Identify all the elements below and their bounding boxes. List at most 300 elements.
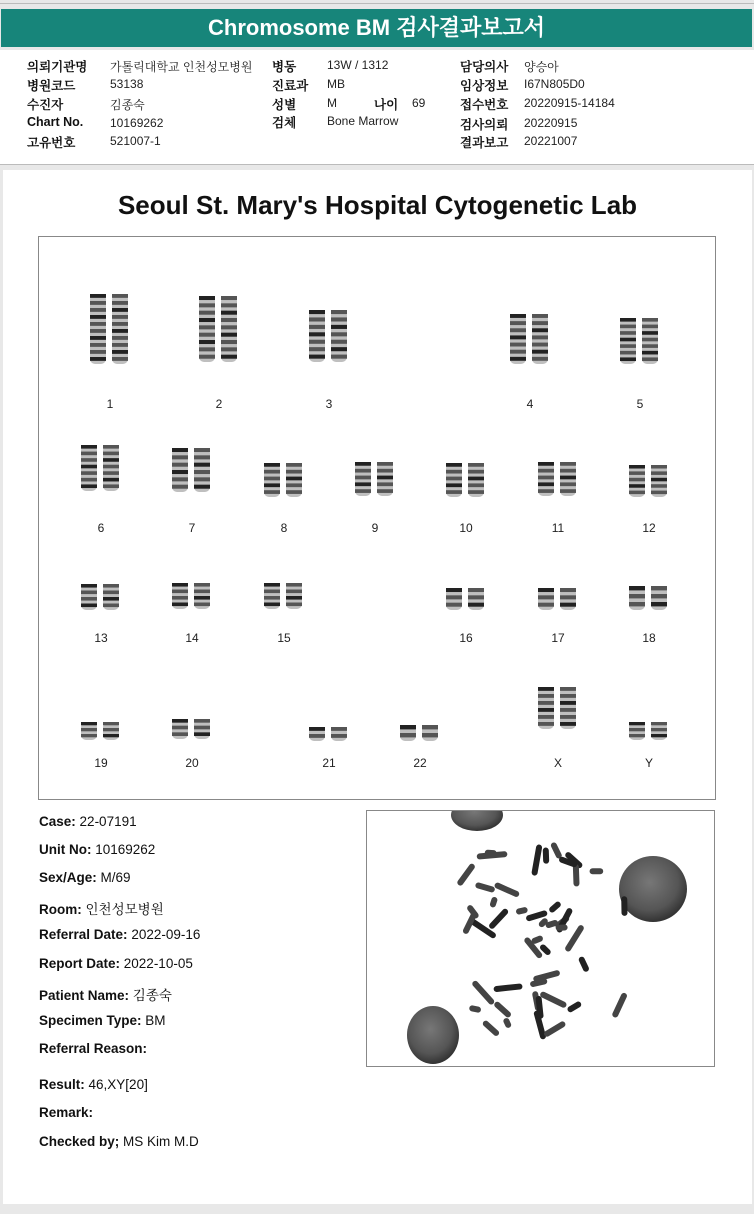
metaphase-chromosome [550,841,563,859]
chromosome-pair [444,586,488,612]
chromosome-band [560,694,576,698]
metaphase-chromosome [543,847,550,863]
chromosome-pair [197,294,241,364]
nucleus-shape [407,1006,459,1064]
header-label: 성별 [272,98,297,112]
chromosome-pair [444,461,488,499]
chromosome-band [194,590,210,594]
metaphase-image [366,810,715,1067]
chromosome-band [172,603,188,607]
metaphase-chromosome [578,956,590,973]
header-label: 접수번호 [460,98,509,112]
header-value: 13W / 1312 [327,58,389,72]
chromosome-pair [307,308,351,364]
header-label: 검체 [272,116,297,130]
header-value: 53138 [110,77,144,91]
chromosome-band [172,726,188,730]
chromosome-band [264,490,280,494]
chromosome-band [90,357,106,361]
chromosome-band [221,347,237,351]
chromosome-band [538,708,554,712]
chromosome-label: 5 [636,397,644,411]
chromosome-band [221,325,237,329]
chromosome-band [172,477,188,481]
chromosome-band [103,584,119,588]
chromosome-band [309,325,325,329]
case-info-value: 김종숙 [132,988,172,1003]
chromosome-band [355,469,371,473]
chromosome-band [331,340,347,344]
chromosome-band [331,332,347,336]
chromosome-band [112,357,128,361]
age-label: 나이 [374,98,399,112]
chromosome-band [172,463,188,467]
chromosome-band [221,355,237,359]
chromosome-band [629,491,645,495]
metaphase-chromosome [494,882,521,898]
chromosome-band [510,321,526,325]
header-label: 병원코드 [27,79,76,93]
chromosome-band [532,321,548,325]
chromosome-label: 21 [322,756,336,770]
chromosome-band [355,476,371,480]
chromosome-band [112,336,128,340]
case-info-label: Referral Date: [39,927,128,942]
chromosome-band [651,594,667,598]
chromosome-band [620,344,636,348]
chromosome-band [103,591,119,595]
chromosome-band [620,338,636,342]
chromosome-band [172,470,188,474]
chromosome-band [422,733,438,737]
chromosome-band [620,351,636,355]
header-value: 20221007 [524,134,578,148]
chromosome-band [331,355,347,359]
chromosome-band [532,314,548,318]
header-value: I67N805D0 [524,77,585,91]
chromosome-band [629,728,645,731]
chromosome-band [377,476,393,480]
metaphase-chromosome [489,896,498,908]
chromosome-pair [627,584,671,612]
header-label: 임상정보 [460,79,509,93]
case-info-row [39,1105,93,1120]
chromosome-band [446,483,462,487]
report-title: Chromosome BM 검사결과보고서 [1,9,752,47]
chromosome-band [172,485,188,489]
metaphase-chromosome [502,1017,512,1029]
metaphase-chromosome [488,908,509,930]
header-label: 결과보고 [460,136,509,150]
chromosome-band [620,331,636,335]
chromosome-band [538,476,554,480]
chromosome-band [651,491,667,495]
chromosome-band [112,294,128,298]
chromosome-band [264,603,280,607]
patient-header [0,50,754,165]
chromosome-band [620,318,636,322]
chromosome-band [81,458,97,462]
chromosome-band [90,329,106,333]
case-info-value: MS Kim M.D [123,1134,199,1149]
case-info-value: 2022-09-16 [131,927,201,942]
chromosome-band [81,728,97,731]
metaphase-chromosome [556,924,568,930]
chromosome-band [538,588,554,592]
chromosome-band [560,489,576,493]
chromosome-band [538,489,554,493]
chromosome-band [309,355,325,359]
chromosome-band [510,350,526,354]
chromosome-band [651,478,667,482]
chromosome-pair [170,717,214,741]
chromosome-label: 10 [459,521,473,535]
chromosome-band [560,595,576,599]
top-rule [0,3,754,4]
chromosome-band [286,483,302,487]
chromosome-band [286,463,302,467]
chromosome-band [264,590,280,594]
chromosome-band [331,734,347,738]
chromosome-band [309,332,325,336]
case-info-value: 인천성모병원 [85,902,164,917]
chromosome-band [221,303,237,307]
chromosome-band [103,728,119,731]
chromosome-band [510,357,526,361]
chromosome-band [199,325,215,329]
chromosome-band [309,727,325,731]
chromosome-label: 20 [185,756,199,770]
metaphase-spread-image [367,811,714,1066]
metaphase-chromosome [471,980,495,1006]
case-info-row [39,898,164,918]
header-label: 병동 [272,60,297,74]
chromosome-band [538,462,554,466]
chromosome-band [309,340,325,344]
chromosome-band [264,477,280,481]
chromosome-band [81,452,97,456]
chromosome-band [264,583,280,587]
chromosome-band [194,448,210,452]
chromosome-band [446,603,462,607]
chromosome-band [103,604,119,608]
chromosome-label: 8 [280,521,288,535]
case-info-row [39,1077,148,1092]
chromosome-pair [536,586,580,612]
chromosome-label: 2 [215,397,223,411]
chromosome-band [286,470,302,474]
chromosome-label: X [553,756,562,770]
chromosome-band [629,471,645,475]
chromosome-band [400,725,416,729]
chromosome-band [468,603,484,607]
metaphase-chromosome [611,992,628,1019]
chromosome-band [560,469,576,473]
chromosome-band [532,350,548,354]
chromosome-band [629,594,645,598]
chromosome-band [446,477,462,481]
chromosome-pair [88,292,132,366]
header-value: 김종숙 [110,98,145,112]
case-info-value: BM [145,1013,166,1028]
chromosome-band [112,308,128,312]
chromosome-band [538,603,554,607]
chromosome-band [103,445,119,449]
chromosome-band [112,350,128,354]
chromosome-band [538,722,554,726]
chromosome-band [446,490,462,494]
chromosome-band [468,483,484,487]
chromosome-band [194,732,210,736]
chromosome-band [90,315,106,319]
chromosome-band [194,470,210,474]
chromosome-pair [79,720,123,742]
chromosome-band [221,296,237,300]
chromosome-band [309,317,325,321]
chromosome-band [172,448,188,452]
chromosome-band [446,470,462,474]
chromosome-band [560,722,576,726]
header-value: 가톨릭대학교 인천성모병원 [110,60,253,74]
chromosome-band [103,452,119,456]
header-value: 20220915 [524,116,578,130]
chromosome-band [629,478,645,482]
chromosome-band [560,687,576,691]
chromosome-band [309,347,325,351]
header-value: M [327,96,337,110]
chromosome-band [112,315,128,319]
chromosome-band [510,314,526,318]
chromosome-band [377,489,393,493]
metaphase-chromosome [493,983,522,992]
header-value: Bone Marrow [327,114,399,128]
chromosome-band [172,596,188,600]
chromosome-band [172,719,188,723]
case-info-row [39,1041,147,1056]
chromosome-label: 3 [325,397,333,411]
chromosome-pair [79,582,123,612]
chromosome-band [286,583,302,587]
chromosome-label: 6 [97,521,105,535]
chromosome-pair [79,443,123,493]
chromosome-spread [456,841,628,1040]
chromosome-pair [307,725,351,743]
chromosome-band [194,477,210,481]
chromosome-band [651,586,667,590]
chromosome-label: 15 [277,631,291,645]
case-info-label: Report Date: [39,956,121,971]
chromosome-band [468,470,484,474]
chromosome-band [81,734,97,737]
case-info-row [39,870,131,885]
chromosome-band [532,357,548,361]
case-info-value: 46,XY[20] [88,1077,148,1092]
nucleus-shape [619,856,687,922]
chromosome-label: 7 [188,521,196,535]
chromosome-band [331,310,347,314]
metaphase-chromosome [475,882,496,893]
case-info-label: Unit No: [39,842,92,857]
chromosome-band [286,596,302,600]
chromosome-band [532,343,548,347]
chromosome-band [112,329,128,333]
chromosome-band [538,482,554,486]
chromosome-band [199,318,215,322]
chromosome-band [221,340,237,344]
chromosome-band [221,311,237,315]
header-value: MB [327,77,345,91]
metaphase-chromosome [566,1000,582,1013]
chromosome-pair [618,316,662,366]
case-info-label: Result: [39,1077,85,1092]
chromosome-band [264,463,280,467]
chromosome-pair [262,581,306,611]
chromosome-band [629,722,645,725]
chromosome-band [642,325,658,329]
chromosome-band [629,602,645,606]
chromosome-band [538,687,554,691]
karyogram-panel [38,236,716,800]
case-info-label: Patient Name: [39,988,130,1003]
chromosome-band [81,471,97,475]
case-info-value: M/69 [100,870,131,885]
chromosome-band [468,463,484,467]
chromosome-band [90,336,106,340]
chromosome-band [81,584,97,588]
chromosome-band [264,596,280,600]
chromosome-band [642,351,658,355]
chromosome-band [172,590,188,594]
chromosome-band [355,462,371,466]
chromosome-band [560,715,576,719]
chromosome-band [81,591,97,595]
chromosome-band [446,595,462,599]
metaphase-chromosome [493,1001,512,1019]
metaphase-chromosome [590,868,604,874]
case-info-value: 10169262 [95,842,156,857]
chromosome-band [560,476,576,480]
chromosome-pair [170,446,214,494]
chromosome-band [510,328,526,332]
chromosome-pair [536,460,580,498]
case-info-label: Remark: [39,1105,94,1120]
chromosome-band [538,715,554,719]
case-info-row [39,984,172,1004]
chromosome-band [103,722,119,725]
chromosome-pair [353,460,397,498]
chromosome-band [560,462,576,466]
age-value: 69 [412,96,426,110]
chromosome-pair [508,312,552,366]
chromosome-band [642,318,658,322]
chromosome-band [651,722,667,725]
chromosome-label: 11 [551,521,565,535]
header-value: 521007-1 [110,134,161,148]
chromosome-band [331,347,347,351]
chromosome-band [286,477,302,481]
chromosome-band [422,725,438,729]
chromosome-band [538,469,554,473]
chromosome-band [309,310,325,314]
chromosome-band [355,482,371,486]
metaphase-chromosome [543,1020,567,1037]
metaphase-chromosome [515,907,528,915]
chromosome-band [112,322,128,326]
case-info-label: Sex/Age: [39,870,97,885]
chromosome-band [538,701,554,705]
chromosome-label: 13 [94,631,108,645]
chromosome-band [194,583,210,587]
chromosome-band [642,344,658,348]
chromosome-band [194,455,210,459]
chromosome-band [642,331,658,335]
chromosome-band [510,343,526,347]
case-info-label: Case: [39,814,76,829]
nucleus-shape [451,811,503,831]
chromosome-band [103,484,119,488]
case-info-row [39,842,155,857]
chromosome-band [221,333,237,337]
chromosome-band [90,301,106,305]
chromosome-label: 17 [551,631,565,645]
metaphase-chromosome [539,991,567,1009]
chromosome-band [103,597,119,601]
chromosome-band [221,318,237,322]
chromosome-band [112,343,128,347]
chromosome-band [446,463,462,467]
metaphase-chromosome [469,1005,482,1013]
chromosome-label: 16 [459,631,473,645]
chromosome-band [620,357,636,361]
chromosome-band [90,308,106,312]
chromosome-pair [398,723,442,743]
case-info-label: Specimen Type: [39,1013,142,1028]
chromosome-band [194,596,210,600]
chromosome-band [400,733,416,737]
chromosome-band [81,722,97,725]
chromosome-band [651,602,667,606]
chromosome-band [194,719,210,723]
header-label: 진료과 [272,79,309,93]
header-value: 10169262 [110,116,164,130]
chromosome-band [651,471,667,475]
chromosome-band [264,483,280,487]
chromosome-band [468,477,484,481]
chromosome-band [331,727,347,731]
chromosome-band [620,325,636,329]
chromosome-label: 18 [642,631,656,645]
chromosome-pair [627,720,671,742]
chromosome-band [532,335,548,339]
chromosome-band [103,458,119,462]
chromosome-band [103,734,119,737]
chromosome-band [81,484,97,488]
case-info-row [39,1134,199,1149]
metaphase-chromosome [482,1019,501,1037]
chromosome-label: 19 [94,756,108,770]
chromosome-band [81,445,97,449]
chromosome-band [468,490,484,494]
chromosome-band [199,296,215,300]
chromosome-band [560,708,576,712]
header-value: 20220915-14184 [524,96,615,110]
chromosome-band [629,586,645,590]
chromosome-band [538,694,554,698]
chromosome-band [194,463,210,467]
chromosome-band [510,335,526,339]
header-label: 고유번호 [27,136,76,150]
chromosome-band [651,465,667,469]
